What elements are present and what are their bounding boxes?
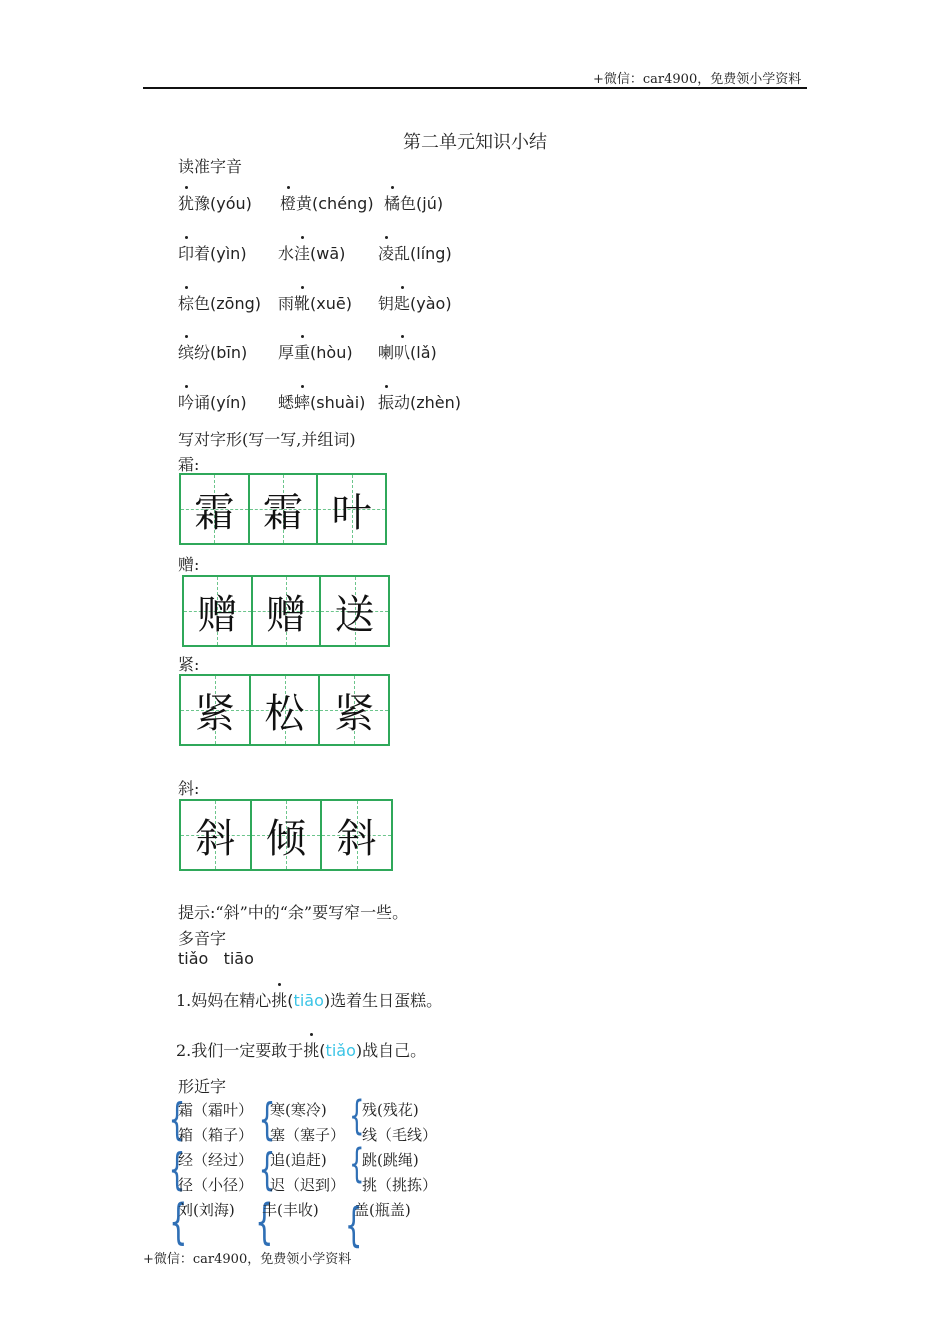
reading-item: 雨靴(xuē) (278, 291, 352, 314)
grid-cell: 霜 (248, 475, 317, 543)
similar-heading: 形近字 (178, 1077, 227, 1096)
similar-word: 跳(跳绳) (362, 1151, 419, 1169)
reading-item: 缤纷(bīn) (178, 340, 247, 363)
brace-icon: { (168, 1144, 186, 1195)
writing-label: 赠: (178, 555, 200, 574)
polyphone-heading: 多音字 (178, 929, 227, 948)
brace-icon: { (349, 1093, 365, 1139)
similar-word: 寒(寒冷) (270, 1101, 327, 1119)
header-divider (143, 87, 807, 89)
grid-cell: 倾 (250, 801, 321, 869)
brace-icon: { (169, 1194, 188, 1250)
grid-cell: 斜 (181, 801, 250, 869)
reading-item: 橙黄(chéng) (280, 191, 374, 214)
writing-grid (182, 575, 390, 647)
reading-item: 水洼(wā) (278, 241, 345, 264)
similar-word: 塞（塞子） (270, 1126, 346, 1144)
polyphone-sentence: 1.妈妈在精心挑(tiāo)选着生日蛋糕。 (176, 988, 442, 1011)
reading-item: 喇叭(lǎ) (378, 340, 437, 363)
similar-word: 经（经过） (178, 1151, 254, 1169)
similar-word: 霜（霜叶） (178, 1101, 254, 1119)
similar-word: 挑（挑拣） (362, 1176, 438, 1194)
brace-icon: { (168, 1094, 186, 1145)
page-title: 第二单元知识小结 (403, 132, 547, 153)
brace-icon: { (349, 1141, 365, 1187)
grid-cell: 叶 (316, 475, 385, 543)
reading-item: 振动(zhèn) (378, 390, 461, 413)
grid-cell: 斜 (320, 801, 391, 869)
answer-pinyin: tiǎo (325, 1041, 356, 1060)
writing-label: 霜: (178, 455, 200, 474)
grid-cell: 送 (319, 577, 388, 645)
similar-word: 追(追赶) (270, 1151, 327, 1169)
grid-cell: 赠 (184, 577, 251, 645)
reading-item: 犹豫(yóu) (178, 191, 252, 214)
writing-label: 斜: (178, 779, 200, 798)
similar-word: 残(残花) (362, 1101, 419, 1119)
answer-pinyin: tiāo (293, 991, 324, 1010)
similar-word: 迟（迟到） (270, 1176, 346, 1194)
similar-word: 刘(刘海) (178, 1201, 235, 1219)
reading-item: 厚重(hòu) (278, 340, 353, 363)
footer-watermark: +微信：car4900，免费领小学资料 (143, 1252, 352, 1267)
similar-word: 丰(丰收) (262, 1201, 319, 1219)
similar-word: 箱（箱子） (178, 1126, 254, 1144)
reading-item: 钥匙(yào) (378, 291, 452, 314)
grid-cell: 赠 (251, 577, 320, 645)
writing-grid (179, 674, 390, 746)
similar-word: 盖(瓶盖) (354, 1201, 411, 1219)
writing-grid (179, 799, 393, 871)
header-watermark: +微信：car4900，免费领小学资料 (593, 72, 802, 87)
grid-cell: 霜 (181, 475, 248, 543)
reading-item: 凌乱(líng) (378, 241, 452, 264)
writing-grid (179, 473, 387, 545)
reading-heading: 读准字音 (178, 157, 243, 176)
brace-icon: { (258, 1094, 276, 1145)
grid-cell: 紧 (181, 676, 249, 744)
brace-icon: { (258, 1144, 276, 1195)
writing-heading: 写对字形(写一写,并组词) (178, 430, 356, 449)
brace-icon: { (255, 1194, 274, 1250)
polyphone-options: tiǎo tiāo (178, 949, 254, 968)
writing-tip: 提示:“斜”中的“余”要写窄一些。 (178, 903, 409, 922)
grid-cell: 松 (249, 676, 319, 744)
brace-icon: { (344, 1198, 363, 1252)
reading-item: 蟋蟀(shuài) (278, 390, 365, 413)
reading-item: 棕色(zōng) (178, 291, 261, 314)
writing-label: 紧: (178, 655, 200, 674)
similar-word: 径（小径） (178, 1176, 254, 1194)
reading-item: 橘色(jú) (384, 191, 443, 214)
similar-word: 线（毛线） (362, 1126, 438, 1144)
reading-item: 吟诵(yín) (178, 390, 247, 413)
grid-cell: 紧 (318, 676, 388, 744)
reading-item: 印着(yìn) (178, 241, 247, 264)
polyphone-sentence: 2.我们一定要敢于挑(tiǎo)战自己。 (176, 1038, 426, 1061)
